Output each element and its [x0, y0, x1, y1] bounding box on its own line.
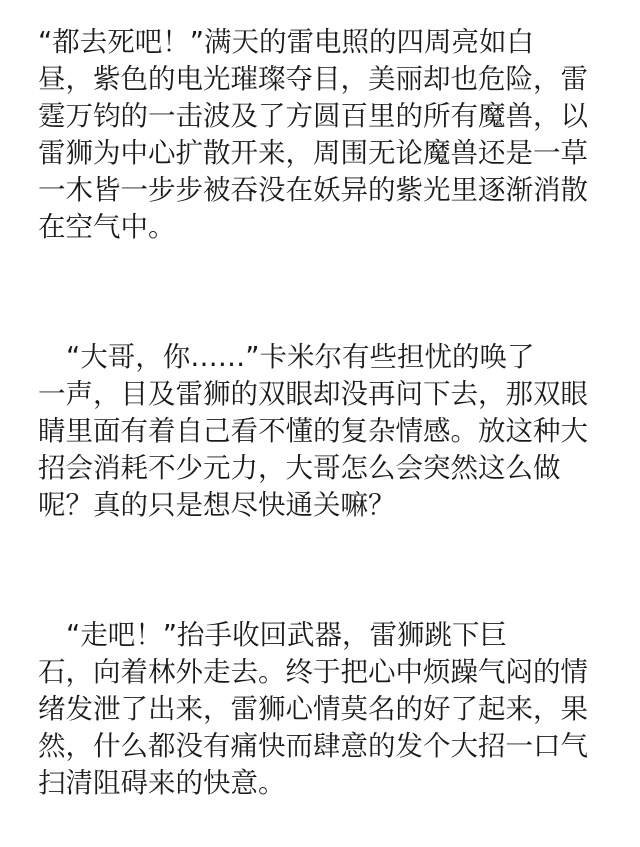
paragraph-line: 在空气中。 — [38, 211, 176, 243]
paragraph-line: 睛里面有着自己看不懂的复杂情感。放这种大 — [38, 415, 588, 447]
paragraph-line: 霆万钧的一击波及了方圆百里的所有魔兽，以 — [38, 100, 588, 132]
paragraph-line: 招会消耗不少元力，大哥怎么会突然这么做 — [38, 452, 561, 484]
paragraph-line: “都去死吧！”满天的雷电照的四周亮如白 — [38, 26, 534, 58]
paragraph-line: “大哥，你……”卡米尔有些担忧的唤了 — [66, 341, 535, 373]
paragraph-line: 然，什么都没有痛快而肆意的发个大招一口气 — [38, 730, 588, 762]
paragraph-line: 石，向着林外走去。终于把心中烦躁气闷的情 — [38, 656, 588, 688]
paragraph-line: 呢？真的只是想尽快通关嘛？ — [38, 489, 396, 521]
paragraph-line: 绪发泄了出来，雷狮心情莫名的好了起来，果 — [38, 693, 588, 725]
paragraph-line: 一声，目及雷狮的双眼却没再问下去，那双眼 — [38, 378, 588, 410]
paragraph-line: 一木皆一步步被吞没在妖异的紫光里逐渐消散 — [38, 174, 588, 206]
paragraph-line: 雷狮为中心扩散开来，周围无论魔兽还是一草 — [38, 137, 588, 169]
paragraph-line: 昼，紫色的电光璀璨夺目，美丽却也危险，雷 — [38, 63, 588, 95]
paragraph-line: 扫清阻碍来的快意。 — [38, 767, 286, 799]
paragraph-line: “走吧！”抬手收回武器，雷狮跳下巨 — [66, 619, 507, 651]
